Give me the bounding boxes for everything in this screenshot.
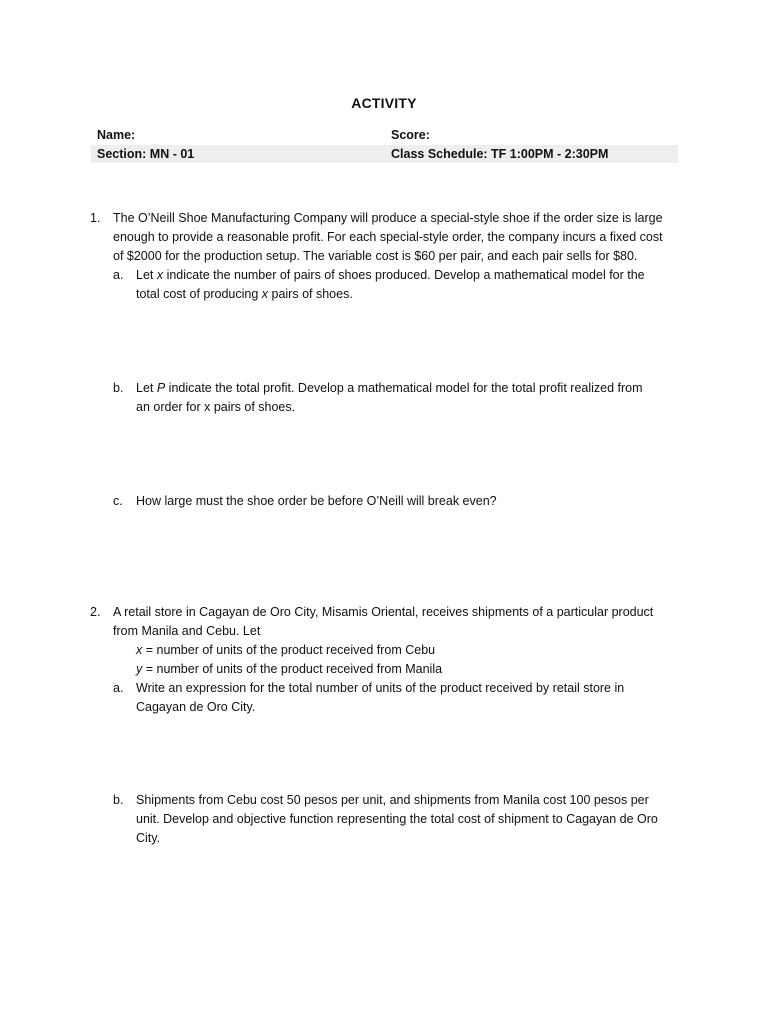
q1a-line1-post: indicate the number of pairs of shoes produced. Develop a mathematical model for the <box>163 268 645 282</box>
definition-x-text: = number of units of the product received from Cebu <box>142 643 436 657</box>
question-1b-line-1 <box>136 379 643 398</box>
question-2a-text <box>136 679 624 717</box>
q1a-line2-post: pairs of shoes. <box>268 287 353 301</box>
question-1-line-3: of $2000 for the production setup. The variable cost is $60 per pair, and each pair sells for $80. <box>113 249 638 263</box>
score-label: Score: <box>391 128 430 142</box>
variable-x: x <box>136 643 143 657</box>
question-1-number: 1. <box>90 211 101 225</box>
question-2a-line-2: Cagayan de Oro City. <box>136 700 256 714</box>
question-1c-text <box>136 492 497 511</box>
variable-y: y <box>136 662 143 676</box>
q1b-line1-post: indicate the total profit. Develop a mathematical model for the total profit realized from <box>165 381 643 395</box>
definition-y-text: = number of units of the product received from Manila <box>142 662 443 676</box>
question-2a-letter: a. <box>113 681 124 695</box>
question-1-line-2: enough to provide a reasonable profit. For each special-style order, the company incurs a fixed cost <box>113 230 663 244</box>
question-2b-text <box>136 791 658 848</box>
question-1c-line-1: How large must the shoe order be before O’Neill will break even? <box>136 494 497 508</box>
class-schedule-label: Class Schedule: TF 1:00PM - 2:30PM <box>391 147 609 161</box>
question-2b-line-3: City. <box>136 831 161 845</box>
q1a-variable-x: x <box>156 268 164 282</box>
question-2b-line-1: Shipments from Cebu cost 50 pesos per unit, and shipments from Manila cost 100 pesos per <box>136 793 649 807</box>
question-2-line-1: A retail store in Cagayan de Oro City, Misamis Oriental, receives shipments of a particular product <box>113 605 654 619</box>
question-2b-letter: b. <box>113 793 124 807</box>
question-1a-text <box>136 266 645 304</box>
question-1a-line-2 <box>136 285 645 304</box>
header-row-section-schedule <box>91 145 678 163</box>
question-2-definitions <box>136 641 442 679</box>
q1a-line1-pre: Let <box>136 268 157 282</box>
question-1b-letter: b. <box>113 381 124 395</box>
definition-y <box>136 660 442 679</box>
section-label: Section: MN - 01 <box>97 147 195 161</box>
page-title: ACTIVITY <box>351 95 417 111</box>
question-2-line-2: from Manila and Cebu. Let <box>113 624 261 638</box>
name-label: Name: <box>97 128 136 142</box>
q1b-line1-pre: Let <box>136 381 157 395</box>
q1a-variable-x-2: x <box>261 287 269 301</box>
question-1-line-1: The O’Neill Shoe Manufacturing Company will produce a special-style shoe if the order size is large <box>113 211 663 225</box>
header-row-name-score <box>91 126 678 144</box>
question-2-text <box>113 603 653 641</box>
question-1a-letter: a. <box>113 268 124 282</box>
question-2a-line-1: Write an expression for the total number of units of the product received by retail store in <box>136 681 625 695</box>
question-1-text <box>113 209 663 266</box>
question-1a-line-1 <box>136 266 645 285</box>
q1a-line2-pre: total cost of producing <box>136 287 262 301</box>
question-2-number: 2. <box>90 605 101 619</box>
q1b-variable-p: P <box>156 381 166 395</box>
question-1b-text <box>136 379 643 417</box>
question-1c-letter: c. <box>113 494 123 508</box>
definition-x <box>136 641 442 660</box>
question-1b-line-2: an order for x pairs of shoes. <box>136 400 296 414</box>
question-2b-line-2: unit. Develop and objective function representing the total cost of shipment to Cagayan de Oro <box>136 812 658 826</box>
